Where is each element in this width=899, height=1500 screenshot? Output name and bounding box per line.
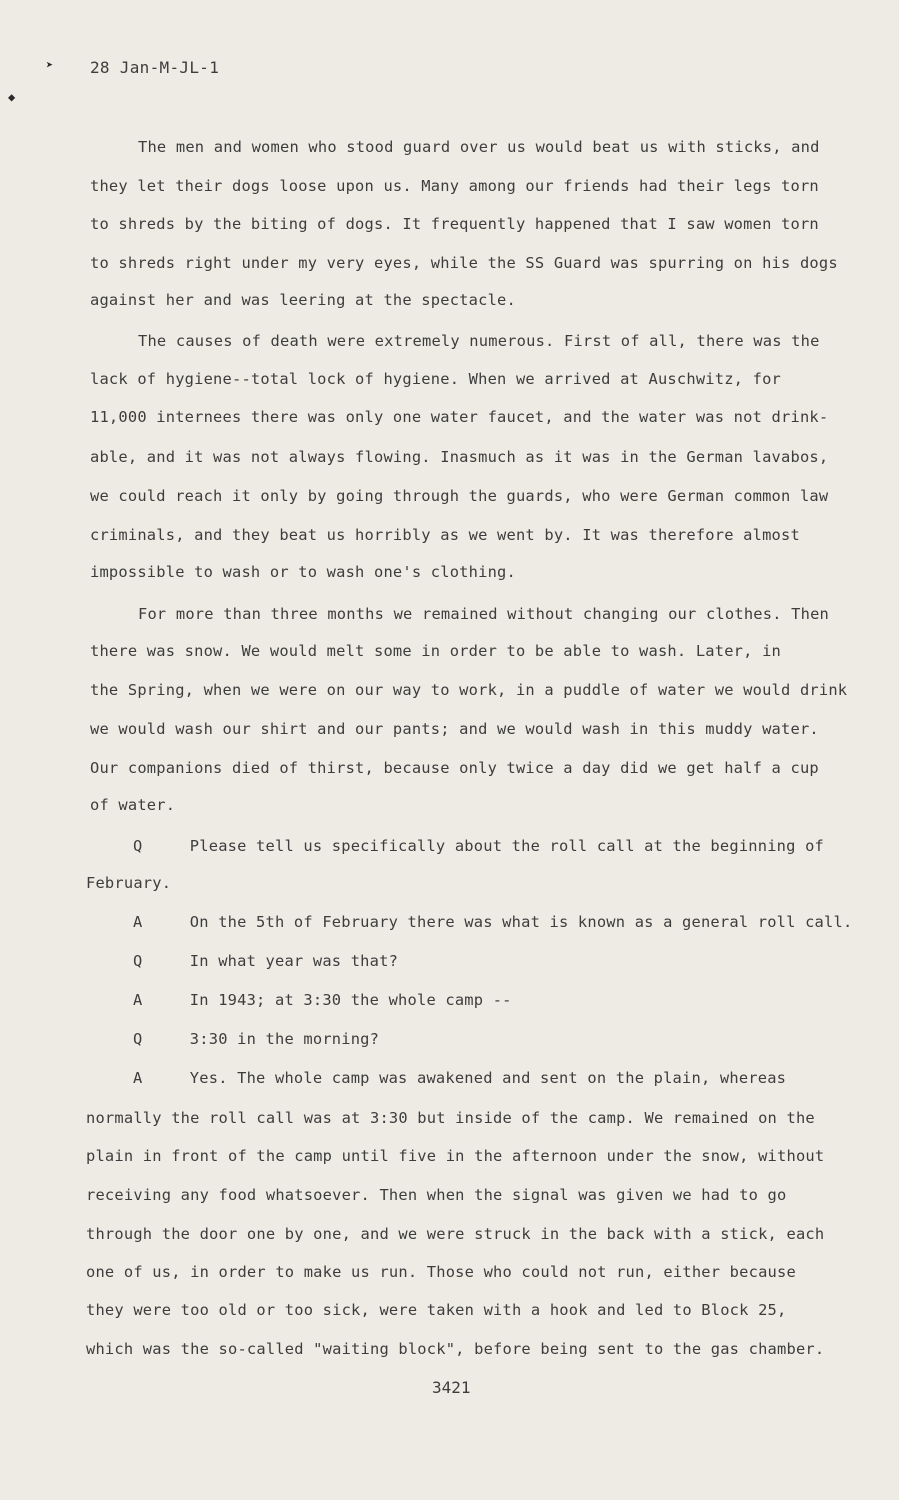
text-line: February. [86, 874, 172, 892]
text-line: against her and was leering at the spectacle. [90, 291, 516, 309]
margin-mark-dot-icon: ◆ [8, 90, 16, 104]
text-line: Q Please tell us specifically about the roll call at the beginning of [133, 837, 825, 855]
text-line: lack of hygiene--total lock of hygiene. When we arrived at Auschwitz, for [90, 370, 782, 388]
text-line: For more than three months we remained without changing our clothes. Then [138, 605, 830, 623]
text-line: we could reach it only by going through the guards, who were German common law [90, 487, 829, 505]
text-line: The causes of death were extremely numerous. First of all, there was the [138, 332, 820, 350]
page-number: 3421 [432, 1378, 471, 1397]
text-line: Q In what year was that? [133, 952, 399, 970]
text-line: the Spring, when we were on our way to work, in a puddle of water we would drink [90, 681, 848, 699]
text-line: there was snow. We would melt some in order to be able to wash. Later, in [90, 642, 782, 660]
text-line: to shreds by the biting of dogs. It frequently happened that I saw women torn [90, 215, 819, 233]
text-line: one of us, in order to make us run. Those who could not run, either because [86, 1263, 796, 1281]
text-line: they let their dogs loose upon us. Many among our friends had their legs torn [90, 177, 819, 195]
text-line: they were too old or too sick, were taken with a hook and led to Block 25, [86, 1301, 787, 1319]
text-line: Q 3:30 in the morning? [133, 1030, 380, 1048]
text-line: which was the so-called "waiting block", before being sent to the gas chamber. [86, 1340, 825, 1358]
text-line: of water. [90, 796, 176, 814]
text-line: criminals, and they beat us horribly as we went by. It was therefore almost [90, 526, 800, 544]
text-line: A In 1943; at 3:30 the whole camp -- [133, 991, 512, 1009]
document-id: 28 Jan-M-JL-1 [90, 58, 220, 77]
text-line: impossible to wash or to wash one's clothing. [90, 563, 516, 581]
text-line: through the door one by one, and we were struck in the back with a stick, each [86, 1225, 825, 1243]
text-line: to shreds right under my very eyes, while the SS Guard was spurring on his dogs [90, 254, 838, 272]
margin-mark-arrow-icon: ➤ [46, 58, 54, 72]
text-line: able, and it was not always flowing. Inasmuch as it was in the German lavabos, [90, 448, 829, 466]
text-line: The men and women who stood guard over us would beat us with sticks, and [138, 138, 820, 156]
text-line: Our companions died of thirst, because only twice a day did we get half a cup [90, 759, 819, 777]
text-line: we would wash our shirt and our pants; and we would wash in this muddy water. [90, 720, 819, 738]
text-line: receiving any food whatsoever. Then when the signal was given we had to go [86, 1186, 787, 1204]
text-line: A On the 5th of February there was what is known as a general roll call. [133, 913, 853, 931]
text-line: plain in front of the camp until five in the afternoon under the snow, without [86, 1147, 825, 1165]
text-line: normally the roll call was at 3:30 but inside of the camp. We remained on the [86, 1109, 815, 1127]
text-line: 11,000 internees there was only one water faucet, and the water was not drink- [90, 408, 829, 426]
text-line: A Yes. The whole camp was awakened and sent on the plain, whereas [133, 1069, 787, 1087]
